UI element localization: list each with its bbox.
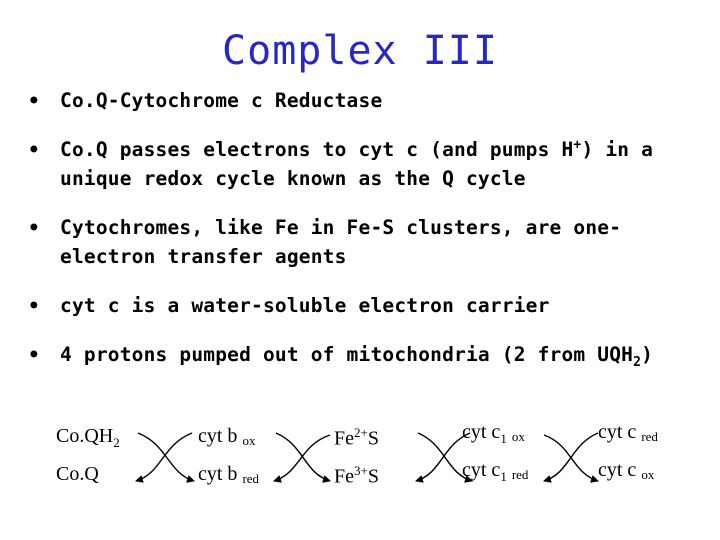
bullet-dot: • [28, 343, 40, 366]
fe2s-label: $Fe^{2+}S$ [334, 425, 379, 450]
bullet-5 [28, 340, 708, 369]
slide-title: Complex III [222, 28, 498, 74]
bullet-text: Co.Q-Cytochrome c Reductase [60, 89, 383, 112]
cross-arrow-4b [544, 433, 598, 481]
bullet-3 [28, 213, 708, 271]
bullet-text-pre: 4 protons pumped out of mitochondria (2 from UQH [60, 343, 634, 366]
bullet-text-pre: Co.Q passes electrons to cyt c (and pumps H [60, 138, 574, 161]
cyt-c1-red-label: cyt $c_1$ red [462, 459, 529, 484]
cyt-c-red-label: cyt c red [598, 421, 658, 444]
bullet-text-post: ) in a unique redox cycle known as the Q cycle [60, 138, 654, 190]
bullet-text-post: ) [641, 343, 654, 366]
coqh2-label: $Co.QH_2$ [56, 425, 120, 450]
cross-arrow-1b [136, 433, 192, 481]
cross-arrow-2b [276, 433, 330, 481]
bullet-1 [28, 86, 708, 115]
bullet-2 [28, 135, 708, 193]
fe3s-label: $Fe^{3+}S$ [334, 463, 379, 488]
bullet-subscript: 2 [633, 354, 642, 370]
bullet-text: Cytochromes, like Fe in Fe-S clusters, are one-electron transfer agents [60, 216, 622, 268]
cross-arrow-1a [138, 433, 194, 481]
bullet-list [28, 86, 708, 389]
cyt-c1-ox-label: cyt $c_1$ ox [462, 421, 525, 446]
bullet-4 [28, 291, 708, 320]
bullet-superscript: + [573, 137, 582, 153]
cyt-c-ox-label: cyt c ox [598, 459, 655, 482]
bullet-text: cyt c is a water-soluble electron carrier [60, 294, 550, 317]
bullet-dot: • [28, 216, 40, 239]
bullet-dot: • [28, 138, 40, 161]
coq-label: Co.Q [56, 463, 99, 485]
cyt-b-red-label: cyt b red [198, 463, 260, 486]
cyt-b-ox-label: cyt b ox [198, 425, 256, 448]
q-cycle-scheme [0, 405, 720, 515]
bullet-dot: • [28, 294, 40, 317]
bullet-dot: • [28, 89, 40, 112]
cross-arrow-2a [274, 435, 330, 481]
